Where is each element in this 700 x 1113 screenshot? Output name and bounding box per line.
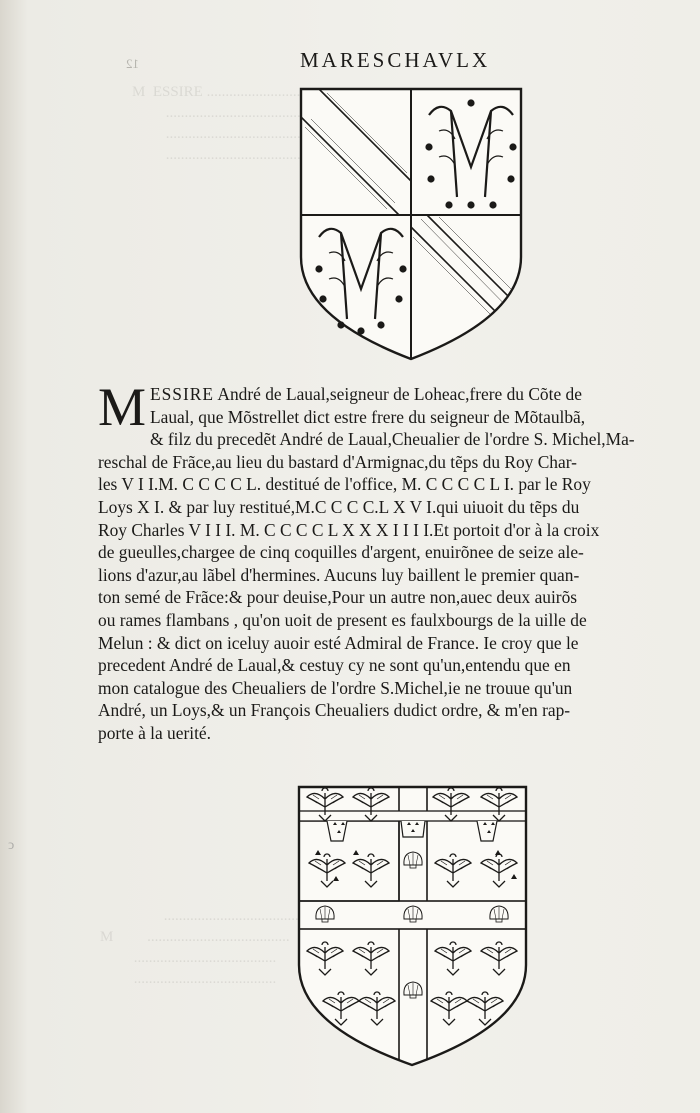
margin-mark: ↄ bbox=[8, 838, 15, 853]
show-through-bottom: ....................................... M ...................................... ...................................... ...................................... bbox=[100, 908, 310, 987]
running-title: MARESCHAVLX bbox=[300, 48, 491, 72]
text-line-7: Roy Charles V I I I. M. C C C C L X X X I I I I.Et portoit d'or à la croix bbox=[98, 519, 600, 540]
text-line-5: les V I I.M. C C C C L. destitué de l'office, M. C C C C L I. par le Roy bbox=[98, 474, 591, 495]
text-line-10: ton semé de Frãce:& pour deuise,Pour un autre non,auec deux auirõs bbox=[98, 587, 578, 608]
text-line-9: lions d'azur,au lãbel d'hermines. Aucuns luy baillent le premier quan- bbox=[98, 564, 580, 585]
text-line-16: porte à la uerité. bbox=[98, 722, 211, 743]
show-through-top: M ESSIRE ...................................... ........................................ ........................................ ........................................ bbox=[132, 84, 350, 163]
text-line-1-rest: André de Laual,seigneur de Loheac,frere du Cõte de bbox=[214, 384, 582, 404]
drop-capital: M bbox=[98, 377, 147, 437]
coat-of-arms-quarterly bbox=[299, 87, 524, 362]
first-word: ESSIRE bbox=[150, 384, 214, 404]
text-line-15: André, un Loys,& un François Cheualiers dudict ordre, & m'en rap- bbox=[98, 700, 571, 721]
text-line-12: Melun : & dict on iceluy auoir esté Admiral de France. Ie croy que le bbox=[98, 632, 579, 653]
text-line-3: & filz du precedẽt André de Laual,Cheualier de l'ordre S. Michel,Ma- bbox=[150, 429, 635, 450]
coat-of-arms-cross bbox=[297, 785, 528, 1068]
text-line-2: Laual, que Mõstrellet dict estre frere du seigneur de Mõtaulbã, bbox=[150, 406, 586, 427]
text-line-14: mon catalogue des Cheualiers de l'ordre S.Michel,ie ne trouue qu'un bbox=[98, 677, 573, 698]
text-line-8: de gueulles,chargee de cinq coquilles d'argent, enuirõnee de seize ale- bbox=[98, 542, 584, 563]
text-line-13: precedent André de Laual,& cestuy cy ne sont qu'un,entendu que en bbox=[98, 655, 571, 676]
text-line-6: Loys X I. & par luy restitué,M.C C C C.L X V I.qui uiuoit du tẽps du bbox=[98, 496, 580, 517]
show-through-folio: 12 bbox=[126, 56, 139, 71]
entry-text bbox=[98, 377, 698, 745]
text-line-1 bbox=[98, 383, 698, 406]
text-line-11: ou rames flambans , qu'on uoit de present es faulxbourgs de la uille de bbox=[98, 609, 587, 630]
text-line-4: reschal de Frãce,au lieu du bastard d'Armignac,du tẽps du Roy Char- bbox=[98, 451, 577, 472]
